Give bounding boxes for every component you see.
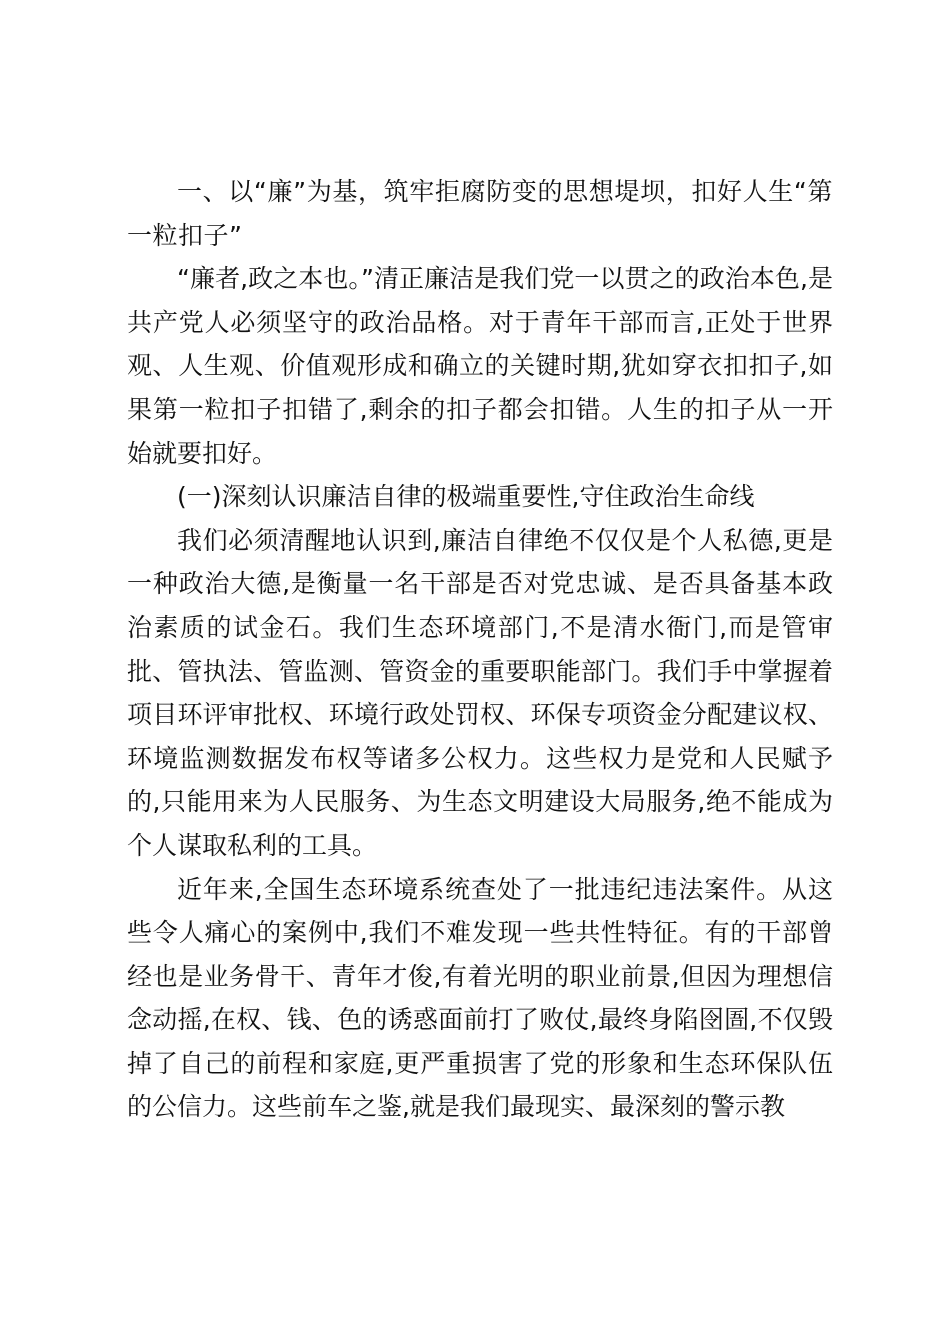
section-heading: 一、以“廉”为基，筑牢拒腐防变的思想堤坝，扣好人生“第一粒扣子” [127,177,833,250]
subsection-heading: (一)深刻认识廉洁自律的极端重要性,守住政治生命线 [177,482,755,512]
paragraph: 我们必须清醒地认识到,廉洁自律绝不仅仅是个人私德,更是一种政治大德,是衡量一名干部是否对党忠诚、是否具备基本政治素质的试金石。我们生态环境部门,不是清水衙门,而是管审批、管执法、管监测、管资金的重要职能部门。我们手中掌握着项目环评审批权、环境行政处罚权、环保专项资金分配建议权、环境监测数据发布权等诸多公权力。这些权力是党和人民赋予的,只能用来为人民服务、为生态文明建设大局服务,绝不能成为个人谋取私利的工具。 [127,525,833,860]
document-body [127,170,833,1129]
paragraph: 近年来,全国生态环境系统查处了一批违纪违法案件。从这些令人痛心的案例中,我们不难发现一些共性特征。有的干部曾经也是业务骨干、青年才俊,有着光明的职业前景,但因为理想信念动摇,在权、钱、色的诱惑面前打了败仗,最终身陷囹圄,不仅毁掉了自己的前程和家庭,更严重损害了党的形象和生态环保队伍的公信力。这些前车之鉴,就是我们最现实、最深刻的警示教 [127,874,833,1122]
paragraph: “廉者,政之本也。”清正廉洁是我们党一以贯之的政治本色,是共产党人必须坚守的政治品格。对于青年干部而言,正处于世界观、人生观、价值观形成和确立的关键时期,犹如穿衣扣扣子,如果第一粒扣子扣错了,剩余的扣子都会扣错。人生的扣子从一开始就要扣好。 [127,264,833,468]
